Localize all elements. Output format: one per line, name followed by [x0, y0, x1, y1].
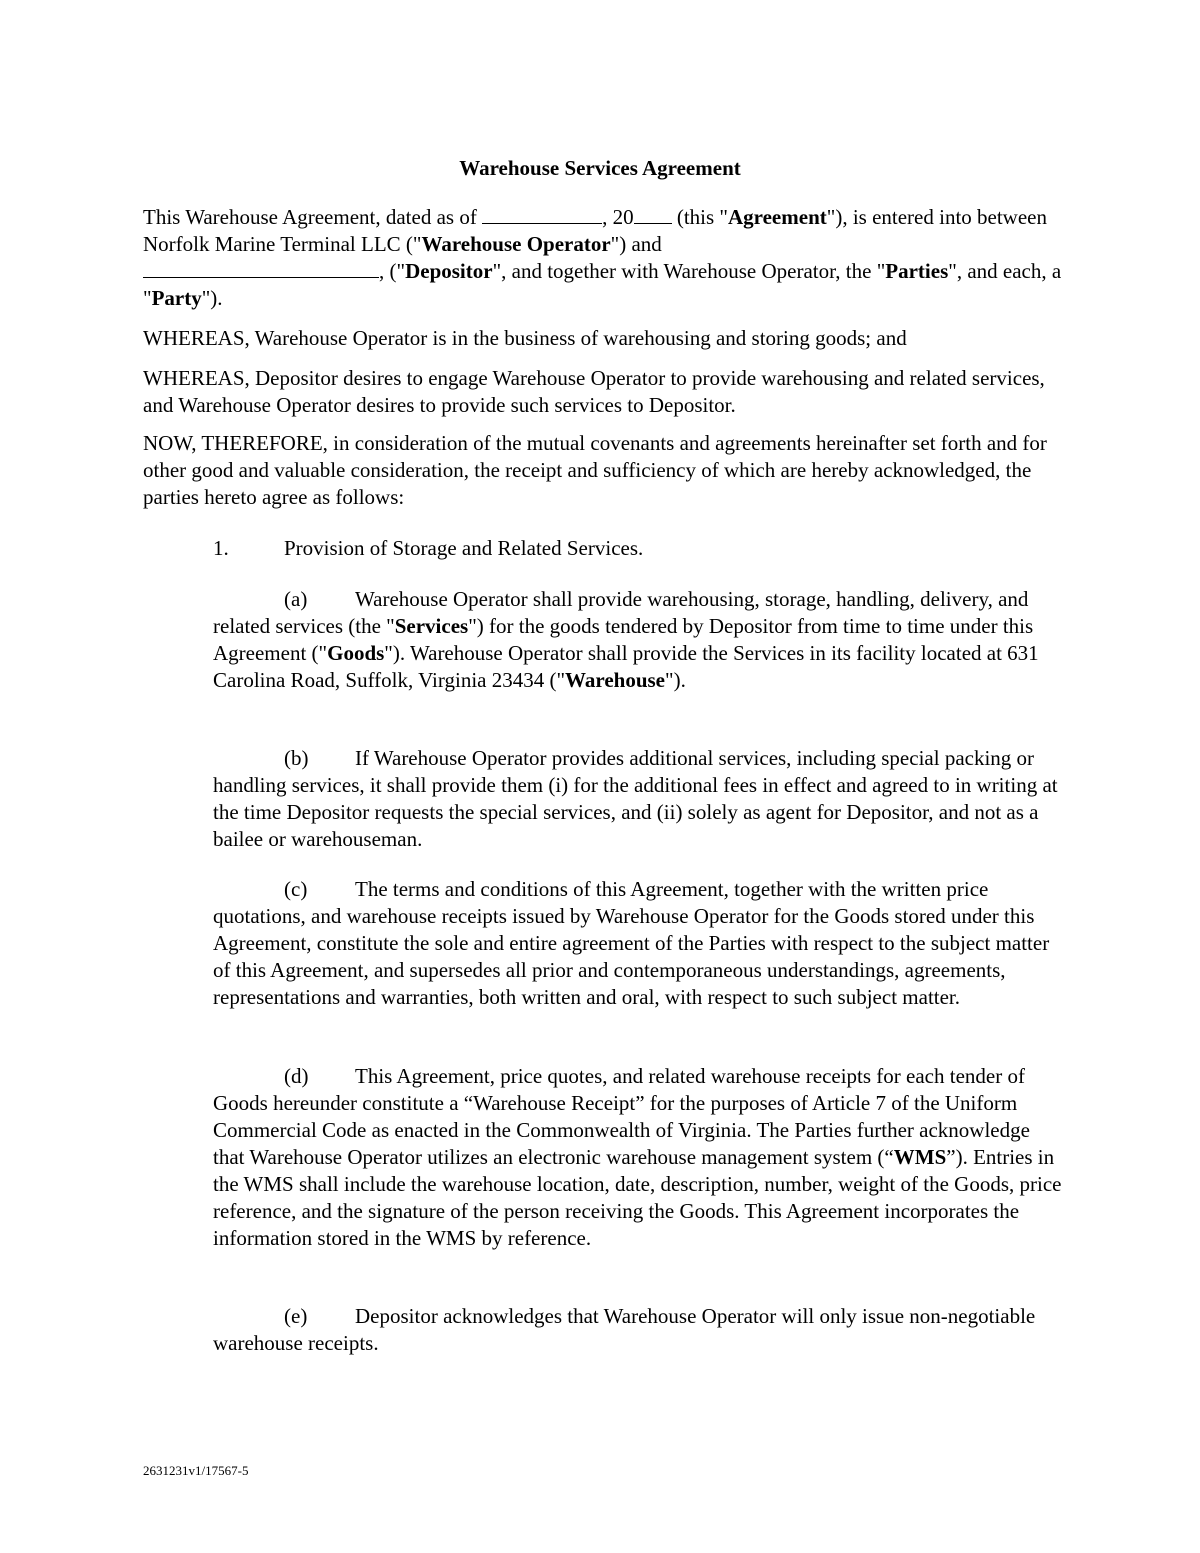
clause-b-text: If Warehouse Operator provides additional services, including special packing or handling services, it shall provide them (i) for the additional fees in effect and agreed to in writing at the time Depositor requests the special services, and (ii) solely as agent for Depositor, and not as a bailee or warehouseman. — [213, 746, 1058, 851]
clause-d-text-1: This Agreement, price quotes, and related warehouse receipts for each tender of Goods hereunder constitute a “Warehouse Receipt” for the purposes of Article 7 of the Uniform Commercial Code as enacted in the Commonwealth of Virginia. The Parties further acknowledge that Warehouse Operator utilizes an electronic warehouse management system (“ — [213, 1064, 1030, 1169]
clause-a — [213, 586, 1063, 694]
whereas-paragraph-2: WHEREAS, Depositor desires to engage Warehouse Operator to provide warehousing and related services, and Warehouse Operator desires to provide such services to Depositor. — [143, 366, 1045, 417]
intro-text-12: ", and each, a " — [143, 259, 1062, 310]
section-1-heading — [213, 535, 1063, 562]
clause-d-text-2: ”). Entries in the WMS shall include the warehouse location, date, description, number, weight of the Goods, price reference, and the signature of the person receiving the Goods. This Agreement incorporates the information stored in the WMS by reference. — [213, 1145, 1062, 1250]
clause-c-label: (c) — [284, 877, 308, 901]
clause-d-label: (d) — [284, 1064, 309, 1088]
section-1-title: Provision of Storage and Related Services. — [284, 536, 644, 560]
intro-paragraph — [143, 204, 1063, 312]
defined-term-depositor: Depositor — [405, 259, 493, 283]
defined-term-warehouse-operator: Warehouse Operator — [421, 232, 611, 256]
clause-a-text-4: "). — [665, 668, 686, 692]
clause-b — [213, 745, 1063, 853]
clause-a-text-3: "). Warehouse Operator shall provide the Services in its facility located at 631 Carolina Road, Suffolk, Virginia 23434 (" — [213, 641, 1039, 692]
clause-e-label: (e) — [284, 1304, 308, 1328]
year-blank — [634, 204, 672, 224]
clause-b-label: (b) — [284, 746, 309, 770]
intro-text-2: , 20 — [602, 205, 634, 229]
clause-e-text: Depositor acknowledges that Warehouse Operator will only issue non-negotiable warehouse receipts. — [213, 1304, 1036, 1355]
section-1-number: 1. — [213, 536, 229, 560]
clause-a-text-1: Warehouse Operator shall provide warehousing, storage, handling, delivery, and related services (the " — [213, 587, 1029, 638]
defined-term-parties: Parties — [885, 259, 949, 283]
clause-a-text-2: ") for the goods tendered by Depositor from time to time under this Agreement (" — [213, 614, 1034, 665]
clause-a-label: (a) — [284, 587, 308, 611]
intro-text-3: (this " — [671, 205, 728, 229]
whereas-paragraph-1: WHEREAS, Warehouse Operator is in the business of warehousing and storing goods; and — [143, 326, 907, 350]
defined-term-agreement: Agreement — [728, 205, 827, 229]
date-blank — [482, 204, 602, 224]
clause-d — [213, 1063, 1063, 1252]
now-therefore-paragraph: NOW, THEREFORE, in consideration of the mutual covenants and agreements hereinafter set forth and for other good and valuable consideration, the receipt and sufficiency of which are hereby acknowledged, the parties hereto agree as follows: — [143, 431, 1047, 509]
intro-text-10: ", and together with Warehouse Operator, the " — [492, 259, 886, 283]
document-title: Warehouse Services Agreement — [459, 156, 741, 180]
depositor-name-blank — [143, 258, 379, 278]
defined-term-wms: WMS — [893, 1145, 947, 1169]
intro-text-5: "), is entered into between Norfolk Marine Terminal LLC (" — [143, 205, 1047, 256]
intro-text-14: "). — [201, 286, 223, 310]
intro-text-1: This Warehouse Agreement, dated as of — [143, 205, 477, 229]
clause-e — [213, 1303, 1063, 1357]
clause-c-text: The terms and conditions of this Agreement, together with the written price quotations, and warehouse receipts issued by Warehouse Operator for the Goods stored under this Agreement, constitute the sole and entire agreement of the Parties with respect to the subject matter of this Agreement, and supersedes all prior and contemporaneous understandings, agreements, representations and warranties, both written and oral, with respect to such subject matter. — [213, 877, 1050, 1009]
defined-term-services: Services — [394, 614, 469, 638]
document-footer-id: 2631231v1/17567-5 — [143, 1463, 249, 1478]
intro-text-8: , (" — [379, 259, 406, 283]
defined-term-warehouse: Warehouse — [565, 668, 666, 692]
defined-term-goods: Goods — [327, 641, 385, 665]
clause-c — [213, 876, 1063, 1011]
defined-term-party: Party — [151, 286, 202, 310]
intro-text-7: ") and — [610, 232, 662, 256]
